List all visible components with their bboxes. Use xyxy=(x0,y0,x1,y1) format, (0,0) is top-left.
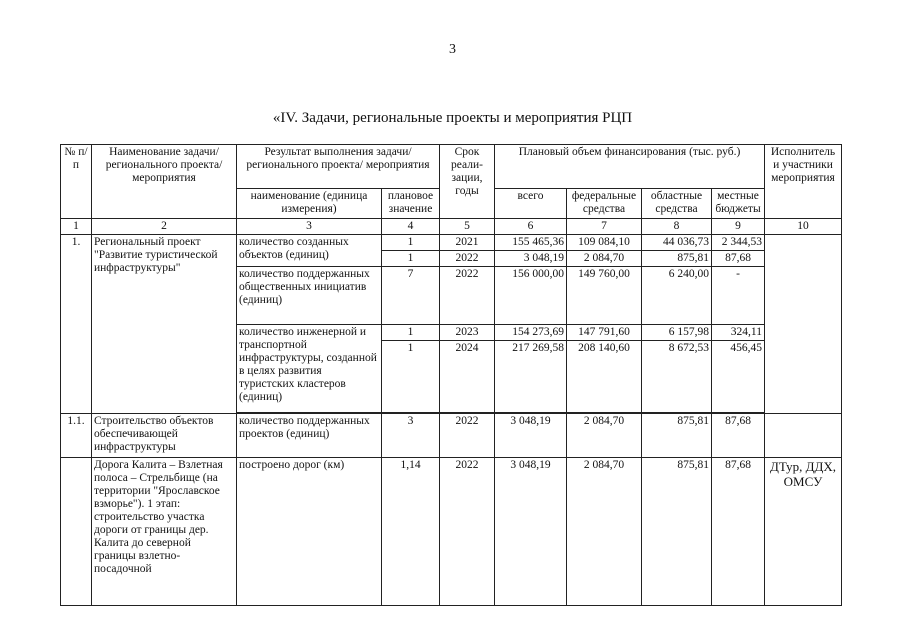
header-total: всего xyxy=(495,189,567,219)
result-name: построено дорог (км) xyxy=(237,458,382,606)
regional: 44 036,73 xyxy=(642,235,712,251)
table-row xyxy=(61,235,842,251)
plan-value: 1 xyxy=(382,341,440,413)
row-num: 1. xyxy=(61,235,92,414)
local: 87,68 xyxy=(712,251,765,267)
year: 2023 xyxy=(440,325,495,341)
regional: 875,81 xyxy=(642,251,712,267)
local: - xyxy=(712,267,765,325)
total: 3 048,19 xyxy=(495,251,567,267)
result-name: количество поддержанных общественных инициатив (единиц) xyxy=(237,267,382,325)
regional: 875,81 xyxy=(642,458,712,606)
col-number: 2 xyxy=(92,219,237,235)
federal: 2 084,70 xyxy=(567,414,642,458)
col-number: 8 xyxy=(642,219,712,235)
header-executor: Исполнитель и участники мероприятия xyxy=(765,145,842,219)
federal: 2 084,70 xyxy=(567,458,642,606)
regional: 6 157,98 xyxy=(642,325,712,341)
executor xyxy=(765,414,842,458)
year: 2021 xyxy=(440,235,495,251)
header-term: Срок реали-зации, годы xyxy=(440,145,495,219)
page-number: 3 xyxy=(449,42,456,57)
header-plan-value: плановое значение xyxy=(382,189,440,219)
regional: 6 240,00 xyxy=(642,267,712,325)
row-num xyxy=(61,458,92,606)
total: 156 000,00 xyxy=(495,267,567,325)
local: 456,45 xyxy=(712,341,765,413)
table-row xyxy=(61,458,842,606)
table-row xyxy=(61,414,842,458)
total: 155 465,36 xyxy=(495,235,567,251)
total: 3 048,19 xyxy=(495,414,567,458)
row-name: Строительство объектов обеспечивающей инфраструктуры xyxy=(92,414,237,458)
col-number: 4 xyxy=(382,219,440,235)
header-result-name: наименование (единица измерения) xyxy=(237,189,382,219)
executor xyxy=(765,235,842,414)
header-num: № п/п xyxy=(61,145,92,219)
year: 2022 xyxy=(440,251,495,267)
federal: 2 084,70 xyxy=(567,251,642,267)
year: 2022 xyxy=(440,267,495,325)
plan-value: 1 xyxy=(382,251,440,267)
plan-value: 1,14 xyxy=(382,458,440,606)
federal: 208 140,60 xyxy=(567,341,642,413)
col-number: 9 xyxy=(712,219,765,235)
header-result: Результат выполнения задачи/ регионального проекта/ мероприятия xyxy=(237,145,440,189)
local: 87,68 xyxy=(712,414,765,458)
year: 2024 xyxy=(440,341,495,413)
plan-value: 7 xyxy=(382,267,440,325)
row-name: Региональный проект "Развитие туристической инфраструктуры" xyxy=(92,235,237,414)
plan-value: 1 xyxy=(382,235,440,251)
plan-value: 1 xyxy=(382,325,440,341)
total: 154 273,69 xyxy=(495,325,567,341)
result-name: количество поддержанных проектов (единиц) xyxy=(237,414,382,458)
regional: 8 672,53 xyxy=(642,341,712,413)
total: 217 269,58 xyxy=(495,341,567,413)
federal: 149 760,00 xyxy=(567,267,642,325)
row-name: Дорога Калита – Взлетная полоса – Стрельбище (на территории "Ярославское взморье"). 1 этап: строительство участка дороги от границы дер. Калита до северной границы взлетно-посадочной xyxy=(92,458,237,606)
col-number: 3 xyxy=(237,219,382,235)
header-local: местные бюджеты xyxy=(712,189,765,219)
regional: 875,81 xyxy=(642,414,712,458)
section-title: «IV. Задачи, региональные проекты и мероприятия РЦП xyxy=(272,110,633,126)
result-name: количество инженерной и транспортной инфраструктуры, созданной в целях развития туристских кластеров (единиц) xyxy=(237,325,382,413)
year: 2022 xyxy=(440,414,495,458)
local: 87,68 xyxy=(712,458,765,606)
col-number: 6 xyxy=(495,219,567,235)
federal: 109 084,10 xyxy=(567,235,642,251)
col-number: 1 xyxy=(61,219,92,235)
result-name: количество созданных объектов (единиц) xyxy=(237,235,382,267)
col-number: 7 xyxy=(567,219,642,235)
local: 324,11 xyxy=(712,325,765,341)
year: 2022 xyxy=(440,458,495,606)
total: 3 048,19 xyxy=(495,458,567,606)
header-task-name: Наименование задачи/ регионального проекта/ мероприятия xyxy=(92,145,237,219)
executor: ДТур, ДДХ, ОМСУ xyxy=(765,458,842,606)
header-regional: областные средства xyxy=(642,189,712,219)
header-financing: Плановый объем финансирования (тыс. руб.) xyxy=(495,145,765,189)
plan-value: 3 xyxy=(382,414,440,458)
row-num: 1.1. xyxy=(61,414,92,458)
header-federal: федеральные средства xyxy=(567,189,642,219)
col-number: 10 xyxy=(765,219,842,235)
federal: 147 791,60 xyxy=(567,325,642,341)
program-table xyxy=(60,144,842,606)
col-number: 5 xyxy=(440,219,495,235)
column-number-row xyxy=(61,219,842,235)
local: 2 344,53 xyxy=(712,235,765,251)
